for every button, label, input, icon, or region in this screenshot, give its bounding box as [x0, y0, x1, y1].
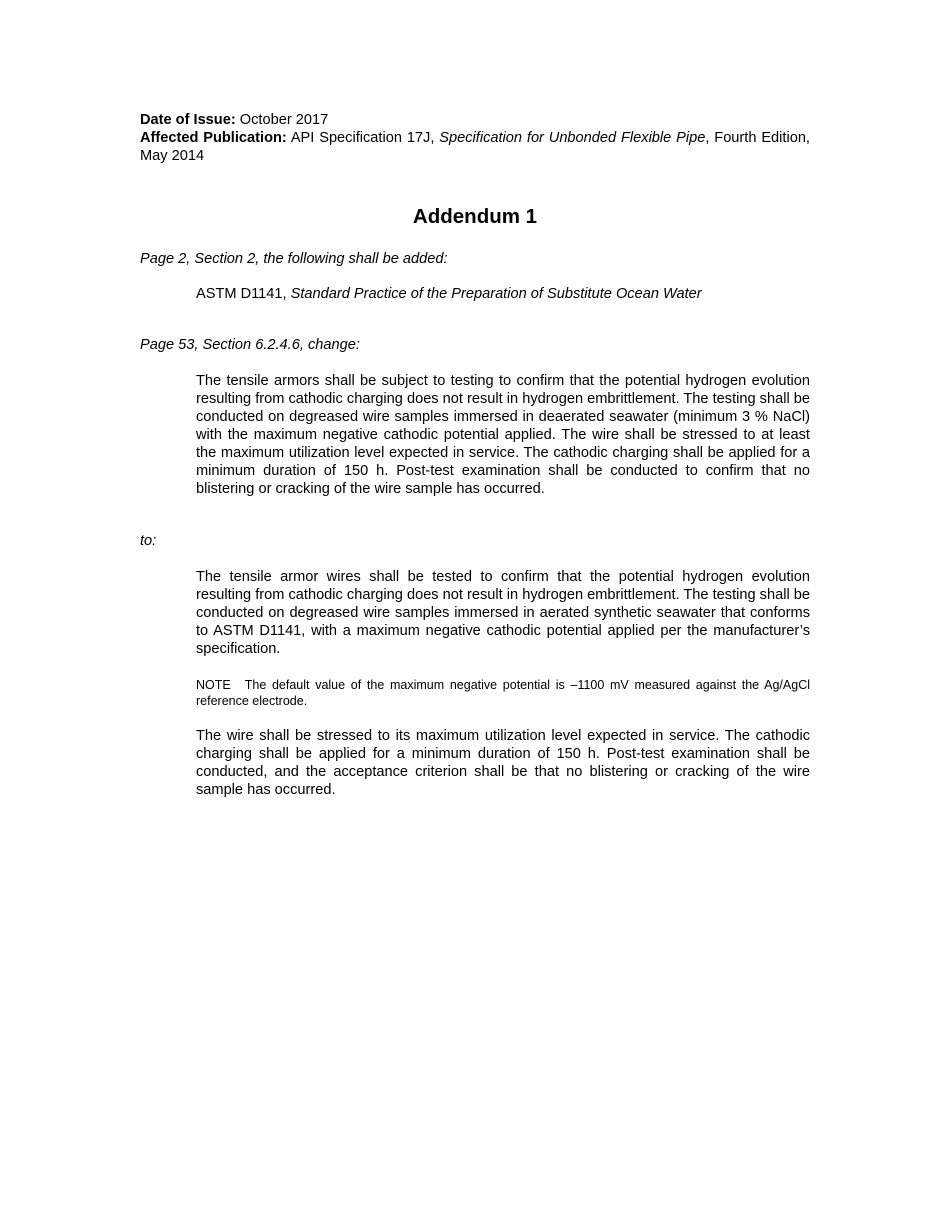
note-label: NOTE — [196, 678, 231, 692]
reference-id: ASTM D1141, — [196, 286, 287, 302]
reference-title: Standard Practice of the Preparation of Substitute Ocean Water — [290, 286, 702, 302]
affected-publication-line — [140, 129, 810, 165]
date-of-issue-value: October 2017 — [239, 112, 329, 128]
section2-instruction: Page 53, Section 6.2.4.6, change: — [140, 337, 360, 353]
date-of-issue-line — [140, 111, 810, 129]
to-label: to: — [140, 533, 157, 549]
section1-instruction: Page 2, Section 2, the following shall be added: — [140, 251, 448, 267]
note-text: The default value of the maximum negative potential is –1100 mV measured against the Ag/AgCl reference electrode. — [196, 678, 810, 708]
addendum-title: Addendum 1 — [412, 205, 538, 228]
document-header — [140, 111, 810, 165]
affected-publication-label: Affected Publication: — [140, 130, 287, 146]
original-text-paragraph: The tensile armors shall be subject to testing to confirm that the potential hydrogen evolution resulting from cathodic charging does not result in hydrogen embrittlement. The testing shall be conducted on degreased wire samples immersed in deaerated seawater (minimum 3 % NaCl) with the maximum negative cathodic potential applied. The wire shall be stressed to at least the maximum utilization level expected in service. The cathodic charging shall be applied for a minimum duration of 150 h. Post-test examination shall be conducted to confirm that no blistering or cracking of the wire sample has occurred. — [196, 373, 810, 497]
affected-publication-suffix: , Fourth Edition, May 2014 — [140, 130, 810, 164]
replacement-paragraph-1: The tensile armor wires shall be tested to confirm that the potential hydrogen evolution resulting from cathodic charging does not result in hydrogen embrittlement. The testing shall be conducted on degreased wire samples immersed in aerated synthetic seawater that conforms to ASTM D1141, with a maximum negative cathodic potential applied per the manufacturer’s specification. — [196, 569, 810, 657]
section1-reference — [196, 285, 810, 303]
affected-publication-title: Specification for Unbonded Flexible Pipe — [439, 130, 706, 146]
affected-publication-prefix: API Specification 17J, — [290, 130, 435, 146]
date-of-issue-label: Date of Issue: — [140, 112, 236, 128]
note-paragraph — [196, 677, 810, 709]
replacement-paragraph-2: The wire shall be stressed to its maximum utilization level expected in service. The cathodic charging shall be applied for a minimum duration of 150 h. Post-test examination shall be conducted, and the acceptance criterion shall be that no blistering or cracking of the wire sample has occurred. — [196, 728, 810, 798]
